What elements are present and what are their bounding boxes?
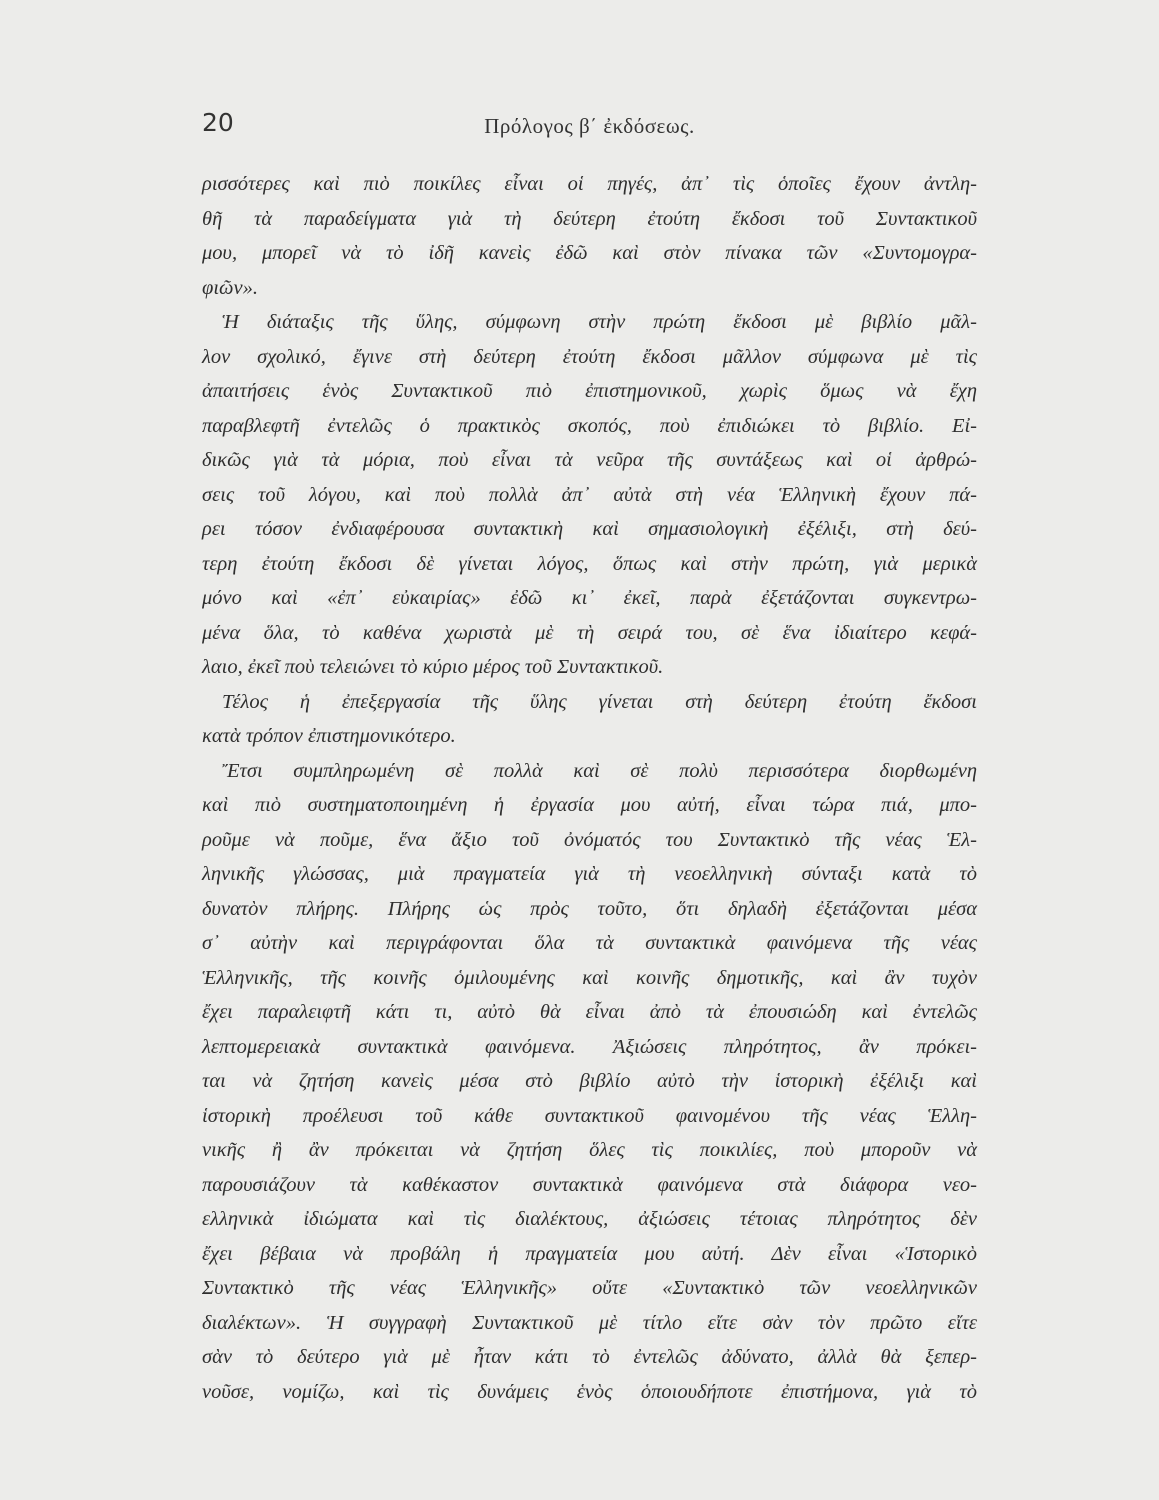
- text-line: ρισσότερες καὶ πιὸ ποικίλες εἶναι οἱ πηγές, ἀπ᾽ τὶς ὁποῖες ἔχουν ἀντλη-: [202, 173, 977, 195]
- text-line: ἀπαιτήσεις ἑνὸς Συντακτικοῦ πιὸ ἐπιστημονικοῦ, χωρὶς ὅμως νὰ ἔχη: [202, 380, 977, 402]
- text-line: διαλέκτων». Ἡ συγγραφὴ Συντακτικοῦ μὲ τίτλο εἴτε σὰν τὸν πρῶτο εἴτε: [202, 1311, 977, 1334]
- running-title: Πρόλογος β΄ ἐκδόσεως.: [484, 114, 695, 138]
- page-header: [202, 108, 977, 148]
- text-line: ελληνικὰ ἰδιώματα καὶ τὶς διαλέκτους, ἀξιώσεις τέτοιας πληρότητος δὲν: [202, 1208, 977, 1230]
- text-line: νικῆς ἢ ἂν πρόκειται νὰ ζητήση ὅλες τὶς ποικιλίες, ποὺ μποροῦν νὰ: [202, 1139, 977, 1161]
- text-line: ἔχει βέβαια νὰ προβάλη ἡ πραγματεία μου αὐτή. Δὲν εἶναι «Ἱστορικὸ: [202, 1242, 977, 1265]
- text-line: φιῶν».: [202, 276, 258, 299]
- body-text: [202, 167, 977, 1409]
- text-line: Συντακτικὸ τῆς νέας Ἑλληνικῆς» οὔτε «Συντακτικὸ τῶν νεοελληνικῶν: [202, 1277, 977, 1299]
- text-line: λεπτομερειακὰ συντακτικὰ φαινόμενα. Ἀξιώσεις πληρότητος, ἂν πρόκει-: [202, 1035, 977, 1058]
- text-line: Ἑλληνικῆς, τῆς κοινῆς ὁμιλουμένης καὶ κοινῆς δημοτικῆς, καὶ ἂν τυχὸν: [202, 966, 977, 989]
- text-line: ροῦμε νὰ ποῦμε, ἕνα ἄξιο τοῦ ὀνόματός του Συντακτικὸ τῆς νέας Ἑλ-: [202, 828, 977, 851]
- text-line: κατὰ τρόπον ἐπιστημονικότερο.: [202, 725, 456, 747]
- text-line: νοῦσε, νομίζω, καὶ τὶς δυνάμεις ἑνὸς ὁποιουδήποτε ἐπιστήμονα, γιὰ τὸ: [202, 1380, 977, 1403]
- text-line: τερη ἐτούτη ἔκδοσι δὲ γίνεται λόγος, ὅπως καὶ στὴν πρώτη, γιὰ μερικὰ: [202, 552, 977, 575]
- text-line: λαιο, ἐκεῖ ποὺ τελειώνει τὸ κύριο μέρος τοῦ Συντακτικοῦ.: [202, 656, 664, 678]
- text-line: Ἡ διάταξις τῆς ὕλης, σύμφωνη στὴν πρώτη ἔκδοσι μὲ βιβλίο μᾶλ-: [222, 311, 977, 333]
- page-number: 20: [202, 108, 234, 137]
- text-line: καὶ πιὸ συστηματοποιημένη ἡ ἐργασία μου αὐτή, εἶναι τώρα πιά, μπο-: [202, 794, 977, 816]
- text-line: μένα ὅλα, τὸ καθένα χωριστὰ μὲ τὴ σειρά του, σὲ ἕνα ἰδιαίτερο κεφά-: [202, 621, 977, 644]
- text-line: σὰν τὸ δεύτερο γιὰ μὲ ἦταν κάτι τὸ ἐντελῶς ἀδύνατο, ἀλλὰ θὰ ξεπερ-: [202, 1346, 977, 1368]
- text-line: θῆ τὰ παραδείγματα γιὰ τὴ δεύτερη ἐτούτη ἔκδοσι τοῦ Συντακτικοῦ: [202, 207, 977, 230]
- text-line: σεις τοῦ λόγου, καὶ ποὺ πολλὰ ἀπ᾽ αὐτὰ στὴ νέα Ἑλληνικὴ ἔχουν πά-: [202, 483, 977, 506]
- text-line: ληνικῆς γλώσσας, μιὰ πραγματεία γιὰ τὴ νεοελληνικὴ σύνταξι κατὰ τὸ: [202, 863, 977, 885]
- text-line: λον σχολικό, ἔγινε στὴ δεύτερη ἐτούτη ἔκδοσι μᾶλλον σύμφωνα μὲ τὶς: [202, 345, 977, 368]
- text-line: ρει τόσον ἐνδιαφέρουσα συντακτικὴ καὶ σημασιολογικὴ ἐξέλιξι, στὴ δεύ-: [202, 518, 977, 540]
- text-line: παρουσιάζουν τὰ καθέκαστον συντακτικὰ φαινόμενα στὰ διάφορα νεο-: [202, 1173, 977, 1196]
- text-line: δυνατὸν πλήρης. Πλήρης ὡς πρὸς τοῦτο, ὅτι δηλαδὴ ἐξετάζονται μέσα: [202, 897, 977, 920]
- text-line: σ᾽ αὐτὴν καὶ περιγράφονται ὅλα τὰ συντακτικὰ φαινόμενα τῆς νέας: [202, 932, 977, 954]
- text-line: Ἔτσι συμπληρωμένη σὲ πολλὰ καὶ σὲ πολὺ περισσότερα διορθωμένη: [222, 759, 977, 782]
- text-line: ἱστορικὴ προέλευσι τοῦ κάθε συντακτικοῦ φαινομένου τῆς νέας Ἑλλη-: [202, 1104, 977, 1127]
- text-line: μόνο καὶ «ἐπ᾽ εὐκαιρίας» ἐδῶ κι᾽ ἐκεῖ, παρὰ ἐξετάζονται συγκεντρω-: [202, 587, 977, 609]
- text-line: παραβλεφτῆ ἐντελῶς ὁ πρακτικὸς σκοπός, ποὺ ἐπιδιώκει τὸ βιβλίο. Εἰ-: [202, 414, 977, 437]
- text-line: μου, μπορεῖ νὰ τὸ ἰδῆ κανεὶς ἐδῶ καὶ στὸν πίνακα τῶν «Συντομογρα-: [202, 242, 977, 264]
- text-line: ται νὰ ζητήση κανεὶς μέσα στὸ βιβλίο αὐτὸ τὴν ἱστορικὴ ἐξέλιξι καὶ: [202, 1070, 977, 1092]
- text-line: Τέλος ἡ ἐπεξεργασία τῆς ὕλης γίνεται στὴ δεύτερη ἐτούτη ἔκδοσι: [222, 690, 977, 713]
- text-line: ἔχει παραλειφτῆ κάτι τι, αὐτὸ θὰ εἶναι ἀπὸ τὰ ἐπουσιώδη καὶ ἐντελῶς: [202, 1001, 977, 1023]
- text-line: δικῶς γιὰ τὰ μόρια, ποὺ εἶναι τὰ νεῦρα τῆς συντάξεως καὶ οἱ ἀρθρώ-: [202, 449, 977, 471]
